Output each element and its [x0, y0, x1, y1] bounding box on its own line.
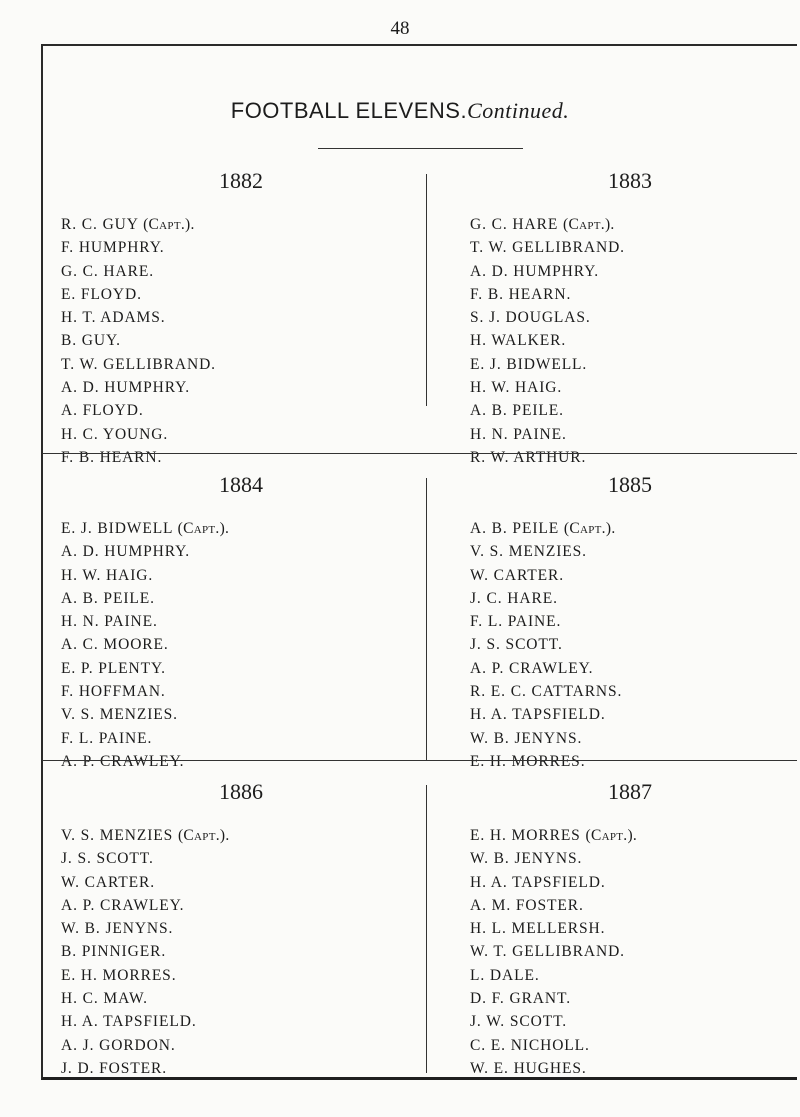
player-entry: A. D. HUMPHRY. — [61, 543, 191, 561]
player-entry: F. B. HEARN. — [470, 285, 572, 303]
year-heading: 1882 — [219, 168, 263, 193]
player-entry: G. C. HARE. — [61, 262, 155, 280]
player-entry: J. S. SCOTT. — [61, 850, 154, 868]
player-entry: A. B. PEILE. — [61, 589, 155, 607]
player-entry: J. W. SCOTT. — [470, 1013, 568, 1031]
player-entry: H. N. PAINE. — [61, 613, 158, 631]
player-entry: B. GUY. — [61, 332, 121, 350]
column-divider — [426, 785, 427, 1073]
player-entry: V. S. MENZIES (Capt.). — [61, 827, 230, 844]
player-entry: A. D. HUMPHRY. — [470, 262, 600, 280]
year-heading: 1883 — [608, 168, 652, 193]
column-divider — [426, 478, 427, 761]
player-entry: E. J. BIDWELL (Capt.). — [61, 520, 230, 537]
player-list — [470, 213, 625, 469]
player-entry: H. L. MELLERSH. — [470, 920, 606, 938]
title-main: FOOTBALL ELEVENS. — [230, 98, 468, 123]
player-entry: W. B. JENYNS. — [470, 850, 583, 868]
player-entry: E. FLOYD. — [61, 285, 142, 303]
player-entry: V. S. MENZIES. — [61, 706, 178, 724]
player-entry: H. W. HAIG. — [61, 566, 154, 584]
player-entry: W. CARTER. — [470, 566, 565, 584]
player-entry: F. B. HEARN. — [61, 448, 163, 466]
player-entry: R. E. C. CATTARNS. — [470, 683, 623, 701]
player-list — [61, 824, 230, 1080]
player-entry: H. T. ADAMS. — [61, 309, 166, 327]
section-rule — [42, 453, 797, 454]
player-entry: R. W. ARTHUR. — [470, 448, 587, 466]
section-rule — [42, 760, 797, 761]
player-entry: W. T. GELLIBRAND. — [470, 943, 625, 961]
elevens-section-1884-1885 — [0, 470, 800, 770]
player-entry: S. J. DOUGLAS. — [470, 309, 591, 327]
player-entry: W. E. HUGHES. — [470, 1059, 587, 1077]
player-entry: T. W. GELLIBRAND. — [470, 239, 625, 257]
player-entry: E. J. BIDWELL. — [470, 355, 588, 373]
captain-marker: (Capt.). — [177, 520, 230, 537]
player-entry: H. C. YOUNG. — [61, 425, 169, 443]
player-entry: W. B. JENYNS. — [470, 729, 583, 747]
player-entry: R. C. GUY (Capt.). — [61, 216, 195, 233]
player-entry: F. HOFFMAN. — [61, 683, 166, 701]
page-title — [0, 98, 800, 124]
player-entry: A. M. FOSTER. — [470, 896, 584, 914]
player-entry: A. D. HUMPHRY. — [61, 379, 191, 397]
captain-marker: (Capt.). — [177, 827, 230, 844]
player-entry: E. P. PLENTY. — [61, 659, 166, 677]
player-entry: H. A. TAPSFIELD. — [61, 1013, 197, 1031]
player-entry: C. E. NICHOLL. — [470, 1036, 590, 1054]
player-entry: T. W. GELLIBRAND. — [61, 355, 216, 373]
player-entry: B. PINNIGER. — [61, 943, 167, 961]
player-entry: F. L. PAINE. — [61, 729, 153, 747]
year-heading: 1885 — [608, 472, 652, 497]
title-suffix: Continued. — [467, 98, 570, 123]
year-heading: 1886 — [219, 779, 263, 804]
player-list — [470, 517, 622, 773]
player-entry: F. HUMPHRY. — [61, 239, 165, 257]
year-heading: 1884 — [219, 472, 263, 497]
elevens-section-1886-1887 — [0, 777, 800, 1077]
player-entry: A. FLOYD. — [61, 402, 144, 420]
player-entry: J. D. FOSTER. — [61, 1059, 168, 1077]
player-entry: W. CARTER. — [61, 873, 156, 891]
player-entry: E. H. MORRES. — [61, 966, 177, 984]
column-divider — [426, 174, 427, 406]
player-entry: D. F. GRANT. — [470, 990, 571, 1008]
player-entry: V. S. MENZIES. — [470, 543, 587, 561]
player-entry: H. N. PAINE. — [470, 425, 567, 443]
captain-marker: (Capt.). — [563, 520, 616, 537]
player-list — [61, 517, 229, 773]
player-entry: H. WALKER. — [470, 332, 567, 350]
player-entry: G. C. HARE (Capt.). — [470, 216, 615, 233]
player-entry: J. S. SCOTT. — [470, 636, 563, 654]
title-rule — [318, 148, 523, 149]
player-entry: H. C. MAW. — [61, 990, 148, 1008]
player-entry: H. A. TAPSFIELD. — [470, 706, 606, 724]
player-entry: A. P. CRAWLEY. — [61, 896, 185, 914]
player-entry: F. L. PAINE. — [470, 613, 562, 631]
player-entry: A. B. PEILE (Capt.). — [470, 520, 616, 537]
player-entry: H. W. HAIG. — [470, 379, 563, 397]
captain-marker: (Capt.). — [143, 216, 195, 233]
player-entry: E. H. MORRES. — [470, 752, 586, 770]
page-number: 48 — [390, 18, 410, 39]
player-entry: A. P. CRAWLEY. — [61, 752, 185, 770]
player-entry: A. C. MOORE. — [61, 636, 169, 654]
player-entry: L. DALE. — [470, 966, 540, 984]
player-entry: A. J. GORDON. — [61, 1036, 176, 1054]
player-list — [61, 213, 216, 469]
player-entry: H. A. TAPSFIELD. — [470, 873, 606, 891]
captain-marker: (Capt.). — [563, 216, 615, 233]
player-entry: A. P. CRAWLEY. — [470, 659, 594, 677]
elevens-section-1882-1883 — [0, 166, 800, 466]
player-list — [470, 824, 637, 1080]
year-heading: 1887 — [608, 779, 652, 804]
player-entry: A. B. PEILE. — [470, 402, 564, 420]
captain-marker: (Capt.). — [585, 827, 638, 844]
player-entry: W. B. JENYNS. — [61, 920, 174, 938]
player-entry: J. C. HARE. — [470, 589, 558, 607]
player-entry: E. H. MORRES (Capt.). — [470, 827, 638, 844]
